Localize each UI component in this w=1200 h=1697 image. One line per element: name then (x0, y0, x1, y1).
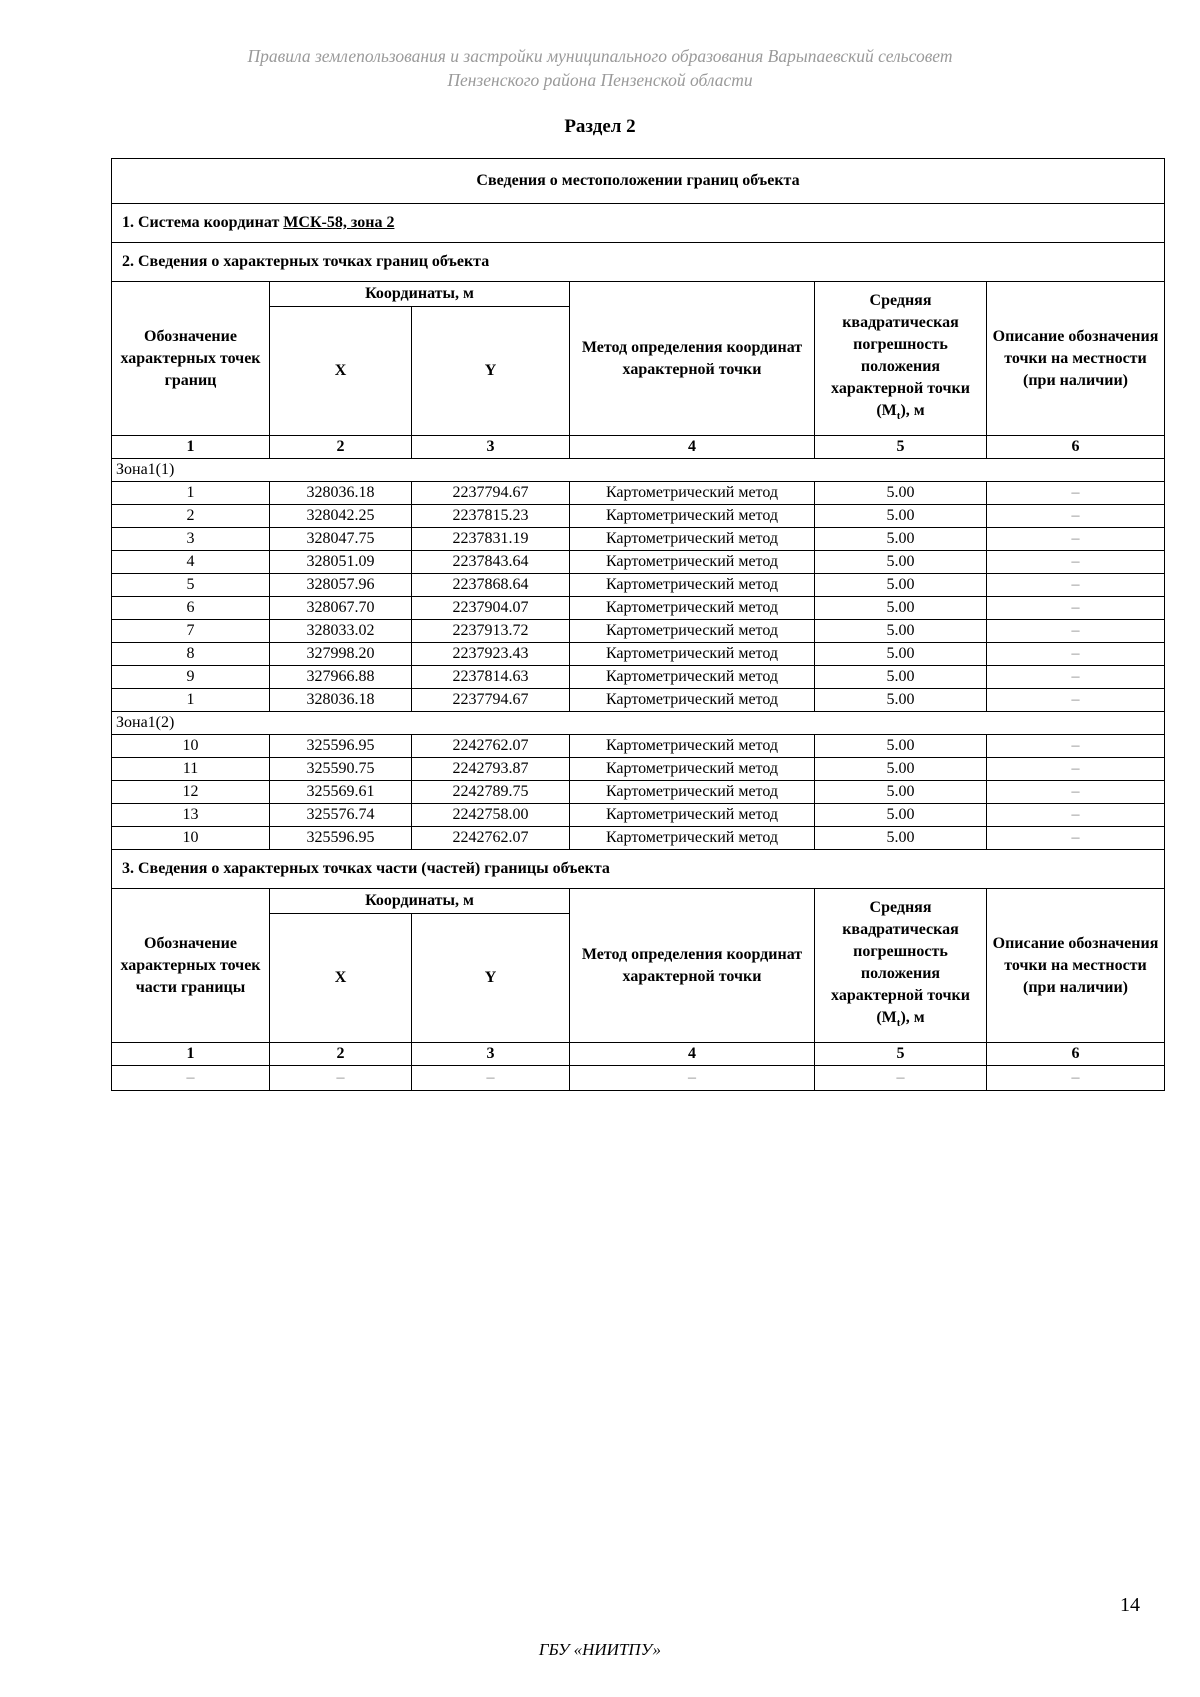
banner-row (112, 159, 1165, 204)
error: 5.00 (815, 827, 987, 850)
table-row (112, 643, 1165, 666)
coord-x: 328033.02 (270, 620, 412, 643)
method: Картометрический метод (570, 781, 815, 804)
coord-x: 328042.25 (270, 505, 412, 528)
description: – (987, 643, 1165, 666)
coord-x: 328047.75 (270, 528, 412, 551)
error: 5.00 (815, 620, 987, 643)
method: Картометрический метод (570, 482, 815, 505)
error: 5.00 (815, 666, 987, 689)
coord-x: 328057.96 (270, 574, 412, 597)
table-row (112, 827, 1165, 850)
column-number: 1 (112, 1043, 270, 1066)
header-error-sub: t (896, 410, 901, 423)
method: Картометрический метод (570, 505, 815, 528)
point-id: 8 (112, 643, 270, 666)
error: 5.00 (815, 597, 987, 620)
description: – (987, 482, 1165, 505)
header-error (815, 889, 987, 1043)
empty-cell: – (815, 1066, 987, 1091)
point-id: 4 (112, 551, 270, 574)
header-x: X (270, 914, 412, 1043)
description: – (987, 827, 1165, 850)
coord-y: 2242789.75 (412, 781, 570, 804)
point-id: 9 (112, 666, 270, 689)
zone-label: Зона1(2) (112, 712, 1165, 735)
description: – (987, 666, 1165, 689)
table-banner: Сведения о местоположении границ объекта (112, 159, 1165, 204)
header-points: Обозначение характерных точек границ (112, 282, 270, 436)
coord-y: 2237923.43 (412, 643, 570, 666)
coord-y: 2237794.67 (412, 689, 570, 712)
description: – (987, 505, 1165, 528)
column-number: 6 (987, 1043, 1165, 1066)
description: – (987, 551, 1165, 574)
empty-cell: – (112, 1066, 270, 1091)
column-number: 3 (412, 436, 570, 459)
header-error-main: Средняя квадратическая погрешность положения характерной точки (M (831, 898, 970, 1026)
table-row (112, 505, 1165, 528)
coord-x: 325569.61 (270, 781, 412, 804)
zone-label: Зона1(1) (112, 459, 1165, 482)
column-number: 2 (270, 436, 412, 459)
coord-y: 2237815.23 (412, 505, 570, 528)
header-y: Y (412, 307, 570, 436)
table-row (112, 735, 1165, 758)
point-id: 3 (112, 528, 270, 551)
method: Картометрический метод (570, 666, 815, 689)
coord-y: 2237814.63 (412, 666, 570, 689)
method: Картометрический метод (570, 643, 815, 666)
point-id: 10 (112, 735, 270, 758)
error: 5.00 (815, 643, 987, 666)
running-header (0, 44, 1200, 92)
section-title: Раздел 2 (564, 116, 636, 137)
table-row (112, 804, 1165, 827)
coord-x: 325576.74 (270, 804, 412, 827)
description: – (987, 758, 1165, 781)
error: 5.00 (815, 482, 987, 505)
header-points-part: Обозначение характерных точек части границы (112, 889, 270, 1043)
header-error-tail: ), м (900, 401, 925, 419)
column-number: 4 (570, 1043, 815, 1066)
point-id: 1 (112, 482, 270, 505)
empty-cell: – (412, 1066, 570, 1091)
error: 5.00 (815, 574, 987, 597)
header-coords: Координаты, м (270, 889, 570, 914)
header-method: Метод определения координат характерной точки (570, 889, 815, 1043)
empty-cell: – (270, 1066, 412, 1091)
description: – (987, 528, 1165, 551)
header-coords: Координаты, м (270, 282, 570, 307)
coord-x: 325596.95 (270, 827, 412, 850)
method: Картометрический метод (570, 528, 815, 551)
error: 5.00 (815, 804, 987, 827)
method: Картометрический метод (570, 758, 815, 781)
table-row (112, 781, 1165, 804)
method: Картометрический метод (570, 804, 815, 827)
table-row (112, 528, 1165, 551)
header-x: X (270, 307, 412, 436)
method: Картометрический метод (570, 689, 815, 712)
error: 5.00 (815, 551, 987, 574)
description: – (987, 689, 1165, 712)
coord-system-prefix: 1. Система координат (122, 214, 284, 231)
header-description: Описание обозначения точки на местности (при наличии) (987, 889, 1165, 1043)
error: 5.00 (815, 689, 987, 712)
running-header-line-2: Пензенского района Пензенской области (447, 70, 753, 90)
coord-y: 2237843.64 (412, 551, 570, 574)
method: Картометрический метод (570, 574, 815, 597)
section2-title: 2. Сведения о характерных точках границ объекта (112, 243, 1165, 282)
section3-empty-row (112, 1066, 1165, 1091)
coord-y: 2237868.64 (412, 574, 570, 597)
coord-x: 325590.75 (270, 758, 412, 781)
coord-y: 2242762.07 (412, 827, 570, 850)
coord-y: 2237904.07 (412, 597, 570, 620)
error: 5.00 (815, 528, 987, 551)
column-number: 6 (987, 436, 1165, 459)
coord-x: 327998.20 (270, 643, 412, 666)
description: – (987, 781, 1165, 804)
coord-y: 2242762.07 (412, 735, 570, 758)
zone-row (112, 712, 1165, 735)
header-error-main: Средняя квадратическая погрешность положения характерной точки (M (831, 291, 970, 419)
coord-x: 327966.88 (270, 666, 412, 689)
description: – (987, 574, 1165, 597)
header-error-sub: t (896, 1017, 901, 1030)
method: Картометрический метод (570, 735, 815, 758)
description: – (987, 597, 1165, 620)
section3-title: 3. Сведения о характерных точках части (частей) границы объекта (112, 850, 1165, 889)
column-numbers-row (112, 436, 1165, 459)
column-number: 2 (270, 1043, 412, 1066)
coord-x: 328067.70 (270, 597, 412, 620)
page-number: 14 (1120, 1594, 1140, 1616)
zone-row (112, 459, 1165, 482)
coord-system-value: МСК-58, зона 2 (283, 214, 395, 231)
point-id: 2 (112, 505, 270, 528)
footer: ГБУ «НИИТПУ» (538, 1640, 662, 1659)
coord-system-cell (112, 204, 1165, 243)
description: – (987, 735, 1165, 758)
coord-y: 2237831.19 (412, 528, 570, 551)
coord-x: 328036.18 (270, 689, 412, 712)
coord-y: 2237794.67 (412, 482, 570, 505)
header-description: Описание обозначения точки на местности (при наличии) (987, 282, 1165, 436)
error: 5.00 (815, 758, 987, 781)
coord-system-row (112, 204, 1165, 243)
coord-y: 2242793.87 (412, 758, 570, 781)
table-row (112, 482, 1165, 505)
header-error (815, 282, 987, 436)
running-header-line-1: Правила землепользования и застройки муниципального образования Варыпаевский сельсовет (247, 46, 953, 66)
column-number: 4 (570, 436, 815, 459)
table-row (112, 689, 1165, 712)
description: – (987, 620, 1165, 643)
method: Картометрический метод (570, 620, 815, 643)
coord-x: 325596.95 (270, 735, 412, 758)
table-row (112, 597, 1165, 620)
table-row (112, 574, 1165, 597)
section3-header-row-1 (112, 889, 1165, 914)
error: 5.00 (815, 781, 987, 804)
coord-x: 328036.18 (270, 482, 412, 505)
description: – (987, 804, 1165, 827)
coord-y: 2237913.72 (412, 620, 570, 643)
header-method: Метод определения координат характерной точки (570, 282, 815, 436)
point-id: 1 (112, 689, 270, 712)
method: Картометрический метод (570, 597, 815, 620)
section2-title-row (112, 243, 1165, 282)
point-id: 5 (112, 574, 270, 597)
point-id: 6 (112, 597, 270, 620)
section3-column-numbers-row (112, 1043, 1165, 1066)
column-number: 5 (815, 1043, 987, 1066)
empty-cell: – (987, 1066, 1165, 1091)
boundary-table (111, 158, 1165, 1091)
table-row (112, 758, 1165, 781)
header-error-tail: ), м (900, 1008, 925, 1026)
error: 5.00 (815, 735, 987, 758)
header-row-1 (112, 282, 1165, 307)
error: 5.00 (815, 505, 987, 528)
section3-title-row (112, 850, 1165, 889)
coord-y: 2242758.00 (412, 804, 570, 827)
method: Картометрический метод (570, 827, 815, 850)
point-id: 12 (112, 781, 270, 804)
point-id: 7 (112, 620, 270, 643)
table-row (112, 666, 1165, 689)
header-y: Y (412, 914, 570, 1043)
column-number: 5 (815, 436, 987, 459)
column-number: 3 (412, 1043, 570, 1066)
table-row (112, 551, 1165, 574)
point-id: 13 (112, 804, 270, 827)
method: Картометрический метод (570, 551, 815, 574)
table-row (112, 620, 1165, 643)
coord-x: 328051.09 (270, 551, 412, 574)
empty-cell: – (570, 1066, 815, 1091)
point-id: 10 (112, 827, 270, 850)
column-number: 1 (112, 436, 270, 459)
point-id: 11 (112, 758, 270, 781)
